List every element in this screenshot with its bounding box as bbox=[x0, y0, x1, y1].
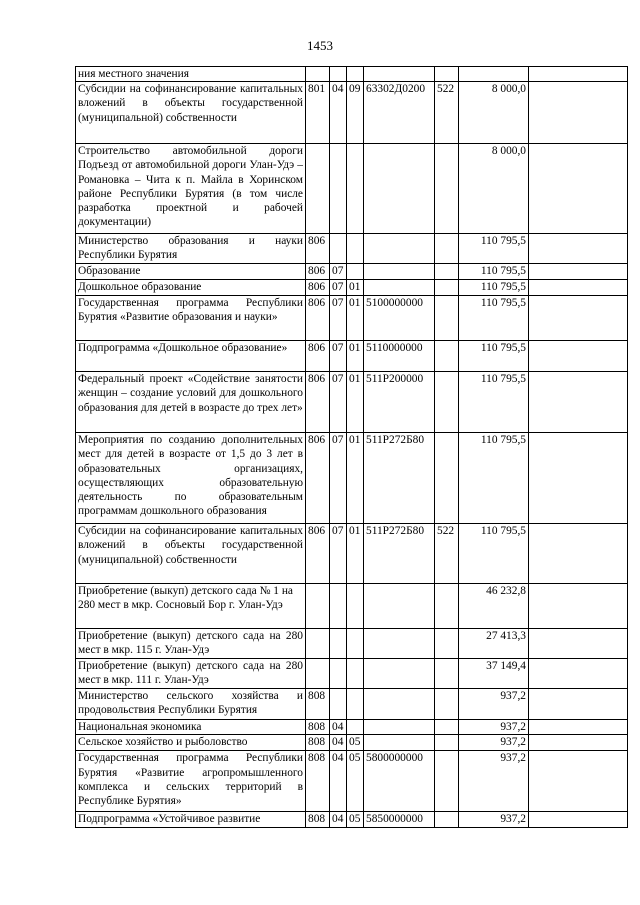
extra-cell bbox=[529, 629, 628, 659]
table-row bbox=[76, 751, 628, 812]
amount: 46 232,8 bbox=[459, 584, 529, 629]
target-article-code bbox=[364, 689, 435, 720]
subsection-code bbox=[347, 689, 364, 720]
expense-type-code bbox=[435, 812, 459, 828]
row-name: Дошкольное образование bbox=[76, 280, 306, 296]
expense-type-code bbox=[435, 67, 459, 82]
subsection-code: 05 bbox=[347, 751, 364, 812]
expense-type-code bbox=[435, 735, 459, 751]
extra-cell bbox=[529, 296, 628, 341]
ministry-code: 806 bbox=[306, 296, 330, 341]
amount: 8 000,0 bbox=[459, 82, 529, 144]
target-article-code: 511P272Б80 bbox=[364, 433, 435, 524]
target-article-code: 5850000000 bbox=[364, 812, 435, 828]
section-code: 07 bbox=[330, 372, 347, 433]
ministry-code: 806 bbox=[306, 264, 330, 280]
amount: 937,2 bbox=[459, 735, 529, 751]
subsection-code: 01 bbox=[347, 372, 364, 433]
ministry-code bbox=[306, 629, 330, 659]
table-row bbox=[76, 341, 628, 372]
subsection-code bbox=[347, 264, 364, 280]
ministry-code: 806 bbox=[306, 372, 330, 433]
extra-cell bbox=[529, 751, 628, 812]
ministry-code bbox=[306, 659, 330, 689]
expense-type-code bbox=[435, 584, 459, 629]
extra-cell bbox=[529, 82, 628, 144]
ministry-code: 808 bbox=[306, 720, 330, 735]
ministry-code: 806 bbox=[306, 341, 330, 372]
extra-cell bbox=[529, 735, 628, 751]
amount: 937,2 bbox=[459, 751, 529, 812]
subsection-code: 09 bbox=[347, 82, 364, 144]
subsection-code: 05 bbox=[347, 812, 364, 828]
section-code: 07 bbox=[330, 524, 347, 584]
section-code bbox=[330, 67, 347, 82]
target-article-code: 5110000000 bbox=[364, 341, 435, 372]
amount: 110 795,5 bbox=[459, 234, 529, 264]
section-code: 04 bbox=[330, 751, 347, 812]
expense-type-code bbox=[435, 280, 459, 296]
amount: 27 413,3 bbox=[459, 629, 529, 659]
expense-type-code bbox=[435, 689, 459, 720]
row-name: Государственная программа Республики Бурятия «Развитие агропромышленного комплекса и сельских территорий в Республике Бурятия» bbox=[76, 751, 306, 812]
ministry-code bbox=[306, 144, 330, 234]
row-name: Министерство образования и науки Республики Бурятия bbox=[76, 234, 306, 264]
amount: 110 795,5 bbox=[459, 341, 529, 372]
row-name: Национальная экономика bbox=[76, 720, 306, 735]
section-code bbox=[330, 689, 347, 720]
amount: 110 795,5 bbox=[459, 264, 529, 280]
table-row bbox=[76, 234, 628, 264]
extra-cell bbox=[529, 720, 628, 735]
section-code bbox=[330, 234, 347, 264]
expense-type-code bbox=[435, 629, 459, 659]
subsection-code bbox=[347, 720, 364, 735]
target-article-code bbox=[364, 659, 435, 689]
table-row bbox=[76, 372, 628, 433]
expense-type-code bbox=[435, 433, 459, 524]
row-name: Государственная программа Республики Бурятия «Развитие образования и науки» bbox=[76, 296, 306, 341]
table-row bbox=[76, 433, 628, 524]
expense-type-code bbox=[435, 720, 459, 735]
page-number: 1453 bbox=[307, 38, 333, 53]
target-article-code: 511P200000 bbox=[364, 372, 435, 433]
section-code: 04 bbox=[330, 735, 347, 751]
amount: 937,2 bbox=[459, 689, 529, 720]
section-code: 07 bbox=[330, 296, 347, 341]
subsection-code bbox=[347, 584, 364, 629]
section-code: 04 bbox=[330, 720, 347, 735]
section-code: 07 bbox=[330, 264, 347, 280]
row-name: Федеральный проект «Содействие занятости женщин – создание условий для дошкольного образования для детей в возрасте до трех лет» bbox=[76, 372, 306, 433]
extra-cell bbox=[529, 280, 628, 296]
table-row bbox=[76, 720, 628, 735]
ministry-code: 808 bbox=[306, 751, 330, 812]
target-article-code: 5100000000 bbox=[364, 296, 435, 341]
expense-type-code bbox=[435, 372, 459, 433]
row-name: Сельское хозяйство и рыболовство bbox=[76, 735, 306, 751]
table-row bbox=[76, 659, 628, 689]
target-article-code bbox=[364, 67, 435, 82]
ministry-code: 806 bbox=[306, 433, 330, 524]
expense-type-code bbox=[435, 144, 459, 234]
section-code: 04 bbox=[330, 82, 347, 144]
ministry-code: 808 bbox=[306, 735, 330, 751]
table-row bbox=[76, 144, 628, 234]
amount: 110 795,5 bbox=[459, 372, 529, 433]
expense-type-code bbox=[435, 659, 459, 689]
table-row bbox=[76, 280, 628, 296]
row-name: Субсидии на софинансирование капитальных вложений в объекты государственной (муниципальной) собственности bbox=[76, 82, 306, 144]
table-row bbox=[76, 812, 628, 828]
target-article-code: 5800000000 bbox=[364, 751, 435, 812]
target-article-code bbox=[364, 720, 435, 735]
section-code bbox=[330, 584, 347, 629]
ministry-code: 806 bbox=[306, 280, 330, 296]
target-article-code bbox=[364, 144, 435, 234]
section-code bbox=[330, 144, 347, 234]
target-article-code bbox=[364, 629, 435, 659]
amount: 8 000,0 bbox=[459, 144, 529, 234]
extra-cell bbox=[529, 372, 628, 433]
amount: 110 795,5 bbox=[459, 524, 529, 584]
subsection-code: 01 bbox=[347, 524, 364, 584]
table-row bbox=[76, 524, 628, 584]
subsection-code bbox=[347, 659, 364, 689]
expense-type-code bbox=[435, 264, 459, 280]
extra-cell bbox=[529, 264, 628, 280]
extra-cell bbox=[529, 584, 628, 629]
extra-cell bbox=[529, 144, 628, 234]
table-body bbox=[76, 67, 628, 828]
subsection-code: 01 bbox=[347, 433, 364, 524]
table-row bbox=[76, 689, 628, 720]
table-row bbox=[76, 264, 628, 280]
target-article-code bbox=[364, 280, 435, 296]
extra-cell bbox=[529, 812, 628, 828]
extra-cell bbox=[529, 67, 628, 82]
amount: 110 795,5 bbox=[459, 433, 529, 524]
row-name: Подпрограмма «Устойчивое развитие bbox=[76, 812, 306, 828]
subsection-code: 01 bbox=[347, 280, 364, 296]
expense-type-code bbox=[435, 341, 459, 372]
row-name: Строительство автомобильной дороги Подъезд от автомобильной дороги Улан-Удэ – Романовка – Чита к п. Майла в Хоринском районе Республики Бурятия (в том числе разработка проектной и рабочей документации) bbox=[76, 144, 306, 234]
expense-type-code bbox=[435, 234, 459, 264]
subsection-code: 01 bbox=[347, 296, 364, 341]
extra-cell bbox=[529, 433, 628, 524]
extra-cell bbox=[529, 341, 628, 372]
ministry-code: 806 bbox=[306, 234, 330, 264]
subsection-code bbox=[347, 629, 364, 659]
subsection-code bbox=[347, 67, 364, 82]
target-article-code bbox=[364, 234, 435, 264]
section-code bbox=[330, 659, 347, 689]
extra-cell bbox=[529, 689, 628, 720]
amount: 110 795,5 bbox=[459, 280, 529, 296]
ministry-code: 808 bbox=[306, 812, 330, 828]
subsection-code: 01 bbox=[347, 341, 364, 372]
target-article-code: 511P272Б80 bbox=[364, 524, 435, 584]
table-row bbox=[76, 67, 628, 82]
target-article-code bbox=[364, 735, 435, 751]
target-article-code: 63302Д0200 bbox=[364, 82, 435, 144]
row-name: Образование bbox=[76, 264, 306, 280]
extra-cell bbox=[529, 234, 628, 264]
expense-type-code: 522 bbox=[435, 82, 459, 144]
expense-type-code: 522 bbox=[435, 524, 459, 584]
ministry-code: 801 bbox=[306, 82, 330, 144]
section-code: 07 bbox=[330, 341, 347, 372]
row-name: Приобретение (выкуп) детского сада на 280 мест в мкр. 115 г. Улан-Удэ bbox=[76, 629, 306, 659]
table-row bbox=[76, 82, 628, 144]
section-code: 07 bbox=[330, 433, 347, 524]
row-name: Субсидии на софинансирование капитальных вложений в объекты государственной (муниципальной) собственности bbox=[76, 524, 306, 584]
target-article-code bbox=[364, 264, 435, 280]
section-code bbox=[330, 629, 347, 659]
row-name: Подпрограмма «Дошкольное образование» bbox=[76, 341, 306, 372]
amount: 937,2 bbox=[459, 720, 529, 735]
subsection-code bbox=[347, 144, 364, 234]
subsection-code: 05 bbox=[347, 735, 364, 751]
extra-cell bbox=[529, 659, 628, 689]
subsection-code bbox=[347, 234, 364, 264]
ministry-code: 806 bbox=[306, 524, 330, 584]
ministry-code bbox=[306, 67, 330, 82]
row-name: Приобретение (выкуп) детского сада № 1 на 280 мест в мкр. Сосновый Бор г. Улан-Удэ bbox=[76, 584, 306, 629]
amount bbox=[459, 67, 529, 82]
target-article-code bbox=[364, 584, 435, 629]
section-code: 07 bbox=[330, 280, 347, 296]
table-row bbox=[76, 296, 628, 341]
row-name: Министерство сельского хозяйства и продовольствия Республики Бурятия bbox=[76, 689, 306, 720]
ministry-code: 808 bbox=[306, 689, 330, 720]
expense-type-code bbox=[435, 751, 459, 812]
budget-table bbox=[75, 66, 628, 828]
row-name: Мероприятия по созданию дополнительных мест для детей в возрасте от 1,5 до 3 лет в образовательных организациях, осуществляющих образовательную деятельность по образовательным программам дошкольного образования bbox=[76, 433, 306, 524]
ministry-code bbox=[306, 584, 330, 629]
expense-type-code bbox=[435, 296, 459, 341]
amount: 110 795,5 bbox=[459, 296, 529, 341]
section-code: 04 bbox=[330, 812, 347, 828]
table-row bbox=[76, 629, 628, 659]
extra-cell bbox=[529, 524, 628, 584]
row-name: ния местного значения bbox=[76, 67, 306, 82]
amount: 37 149,4 bbox=[459, 659, 529, 689]
amount: 937,2 bbox=[459, 812, 529, 828]
row-name: Приобретение (выкуп) детского сада на 280 мест в мкр. 111 г. Улан-Удэ bbox=[76, 659, 306, 689]
table-row bbox=[76, 584, 628, 629]
table-row bbox=[76, 735, 628, 751]
